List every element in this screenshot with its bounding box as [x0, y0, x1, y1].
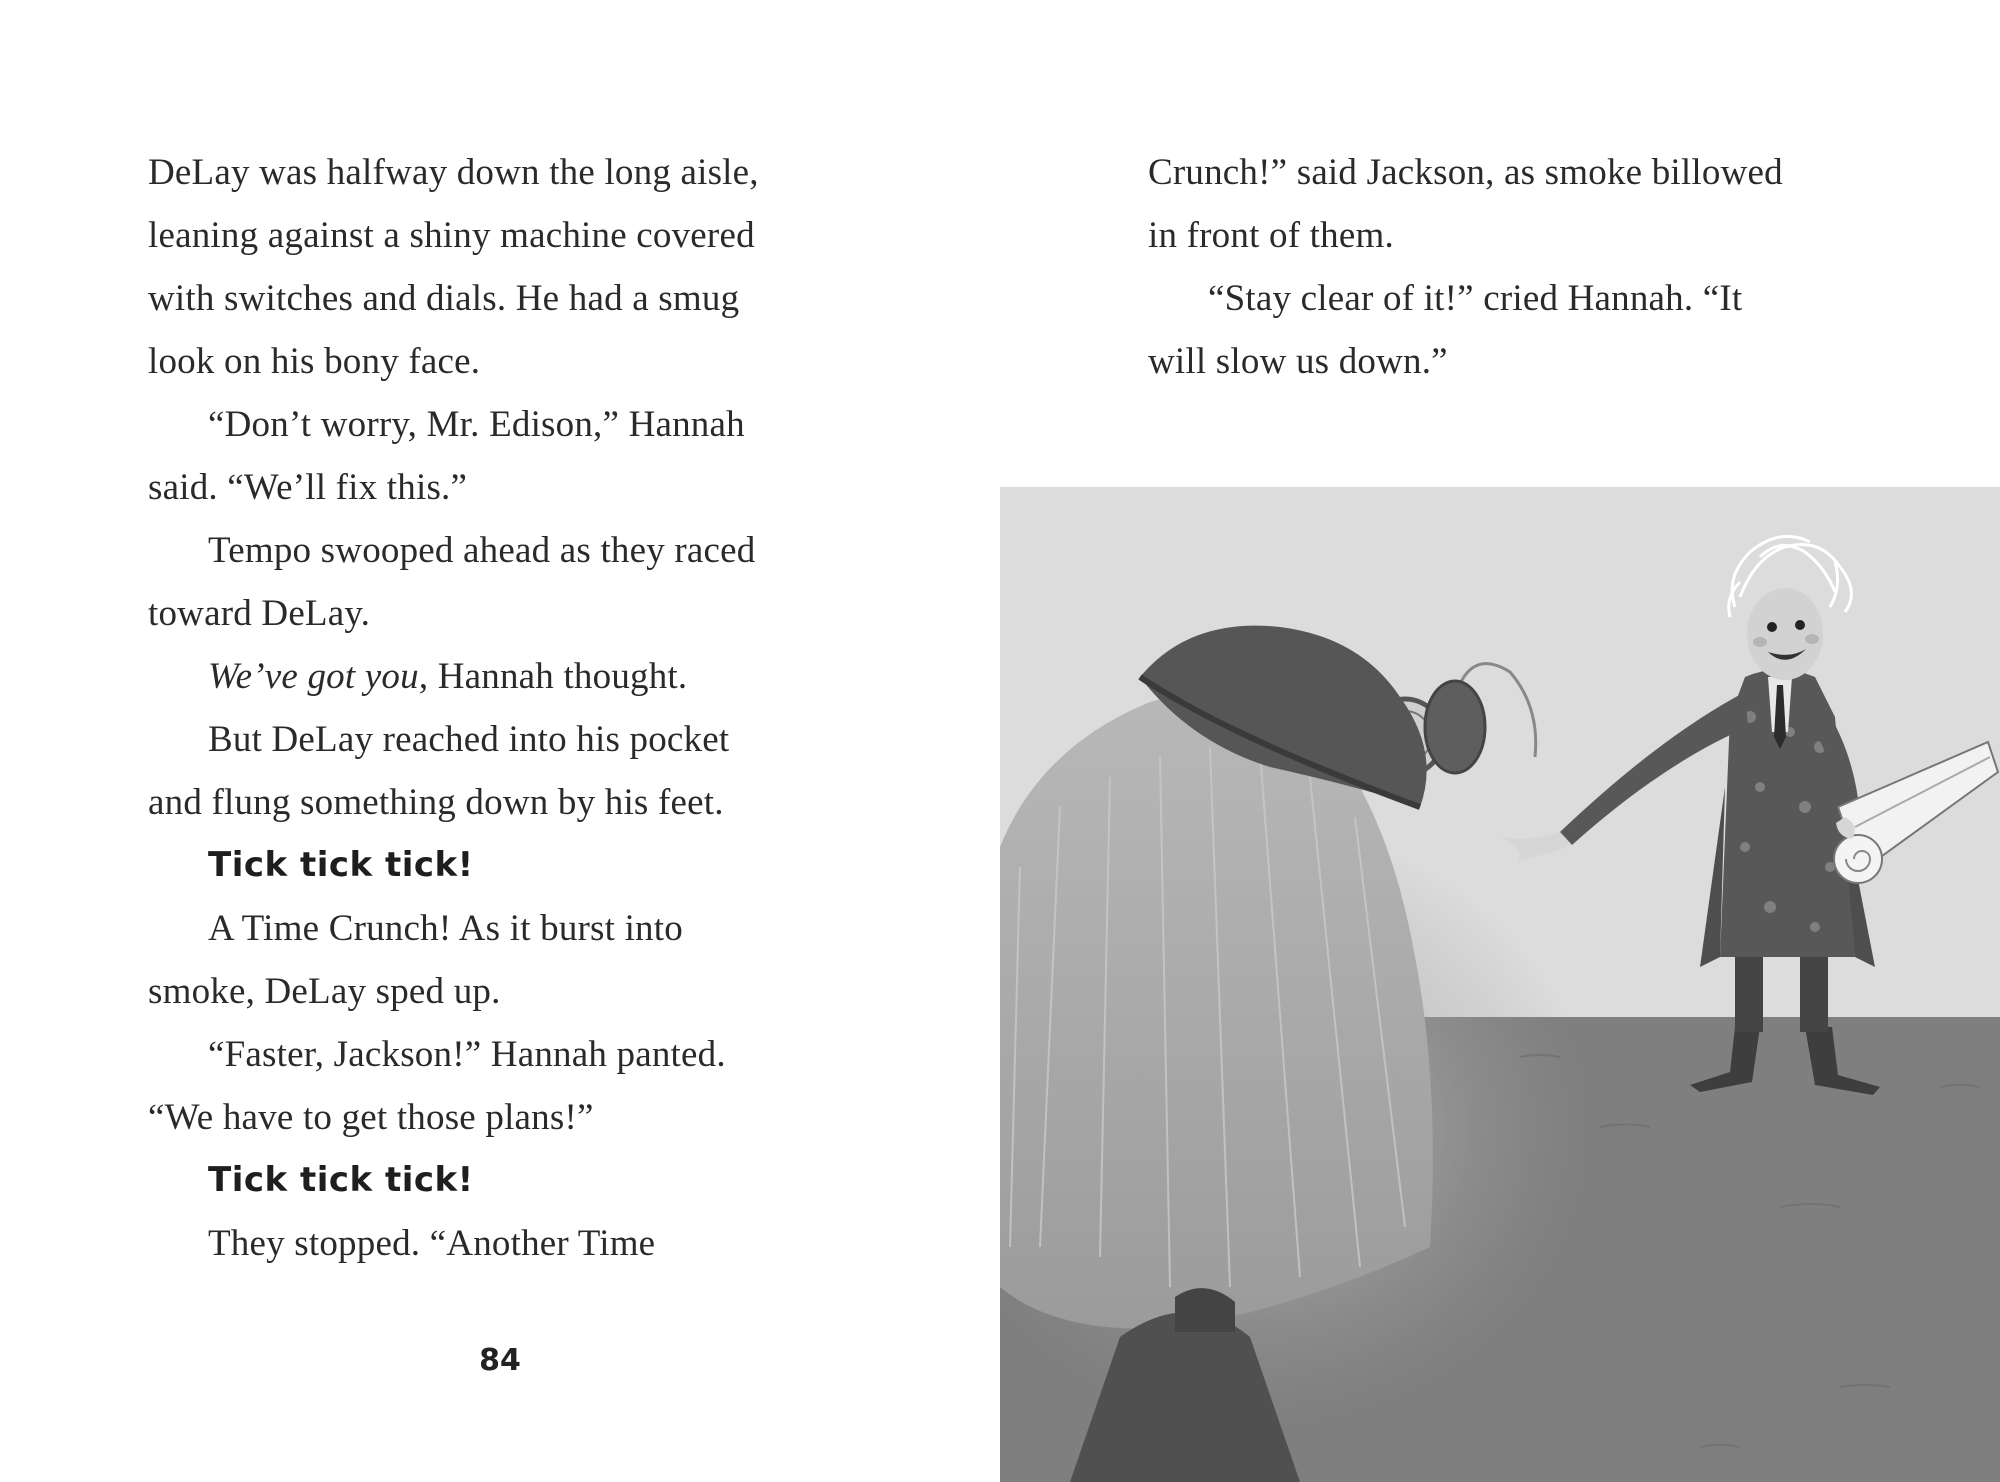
text-line: smoke, DeLay sped up.: [148, 971, 501, 1012]
text-line: “Stay clear of it!” cried Hannah. “It: [1208, 278, 1743, 319]
sound-effect: Tick tick tick!: [208, 1160, 474, 1200]
text-line: [148, 645, 868, 708]
text-line: toward DeLay.: [148, 593, 371, 634]
right-page: [1000, 0, 2000, 1482]
text-line: leaning against a shiny machine covered: [148, 215, 755, 256]
text-line: “We have to get those plans!”: [148, 1097, 594, 1138]
text-line: will slow us down.”: [1148, 341, 1448, 382]
text-line: in front of them.: [1148, 215, 1394, 256]
text-line: But DeLay reached into his pocket: [208, 719, 730, 760]
text-line: Tempo swooped ahead as they raced: [208, 530, 756, 571]
illustration-art: [1000, 487, 2000, 1482]
text-line: and flung something down by his feet.: [148, 782, 724, 823]
thought-tail: , Hannah thought.: [418, 656, 688, 697]
text-line: “Faster, Jackson!” Hannah panted.: [208, 1034, 726, 1075]
text-line: A Time Crunch! As it burst into: [208, 908, 683, 949]
text-line: DeLay was halfway down the long aisle,: [148, 152, 759, 193]
italic-thought: We’ve got you: [208, 656, 419, 697]
text-line: said. “We’ll fix this.”: [148, 467, 468, 508]
text-line: with switches and dials. He had a smug: [148, 278, 740, 319]
right-page-text: [1148, 141, 1908, 393]
page-number: 84: [479, 1343, 521, 1378]
text-line: “Don’t worry, Mr. Edison,” Hannah: [208, 404, 745, 445]
text-line: Crunch!” said Jackson, as smoke billowed: [1148, 152, 1783, 193]
sound-effect: Tick tick tick!: [208, 845, 474, 885]
left-page-text: [148, 141, 868, 1275]
text-line: look on his bony face.: [148, 341, 481, 382]
text-line: They stopped. “Another Time: [208, 1223, 656, 1264]
illustration: [1000, 487, 2000, 1482]
